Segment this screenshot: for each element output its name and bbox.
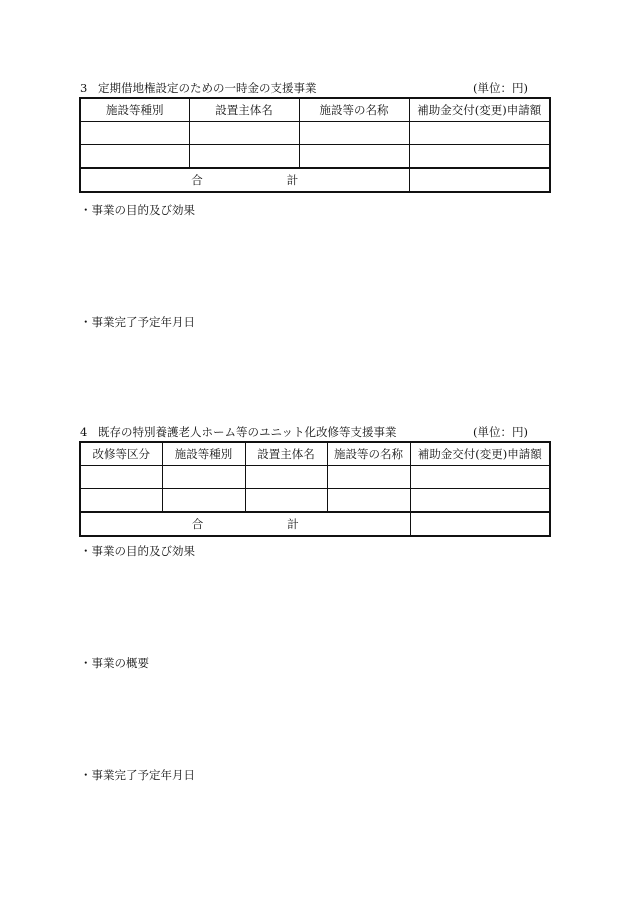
table-cell[interactable] (327, 466, 410, 489)
table-header-row (80, 442, 550, 466)
total-label-left: 合 (191, 173, 203, 187)
table-cell[interactable] (80, 466, 162, 489)
table-cell[interactable] (245, 489, 327, 513)
table-cell[interactable] (162, 466, 245, 489)
table-header-row (80, 98, 550, 122)
table-row (80, 145, 550, 169)
header-cell: 施設等の名称 (299, 98, 409, 122)
table-cell[interactable] (410, 466, 550, 489)
total-row (80, 168, 550, 192)
section-3-heading (80, 80, 528, 96)
section-4-completion-label: ・事業完了予定年月日 (80, 768, 195, 782)
section-4-overview-label: ・事業の概要 (80, 656, 149, 670)
header-cell: 施設等の名称 (327, 442, 410, 466)
table-cell[interactable] (409, 145, 550, 169)
table-cell[interactable] (80, 489, 162, 513)
table-cell[interactable] (189, 145, 299, 169)
section-3-purpose-label: ・事業の目的及び効果 (80, 203, 195, 217)
section-3-unit: (単位：円) (473, 81, 528, 95)
section-4-purpose-label: ・事業の目的及び効果 (80, 544, 195, 558)
table-cell[interactable] (80, 122, 189, 145)
header-cell: 施設等種別 (80, 98, 189, 122)
section-4-unit: (単位：円) (473, 425, 528, 439)
section-4-table (79, 441, 551, 537)
total-label-left: 合 (191, 517, 204, 531)
table-cell[interactable] (327, 489, 410, 513)
table-cell[interactable] (409, 122, 550, 145)
header-cell: 設置主体名 (245, 442, 327, 466)
total-row (80, 512, 550, 536)
header-cell: 設置主体名 (189, 98, 299, 122)
total-amount-cell[interactable] (409, 168, 550, 192)
table-cell[interactable] (410, 489, 550, 513)
section-3-table (79, 97, 551, 193)
table-row (80, 466, 550, 489)
section-3-completion-label: ・事業完了予定年月日 (80, 315, 195, 329)
table-cell[interactable] (299, 145, 409, 169)
header-cell: 施設等種別 (162, 442, 245, 466)
table-cell[interactable] (189, 122, 299, 145)
header-cell: 補助金交付(変更)申請額 (409, 98, 550, 122)
table-cell[interactable] (162, 489, 245, 513)
header-cell: 補助金交付(変更)申請額 (410, 442, 550, 466)
total-label-right: 計 (287, 517, 299, 531)
table-cell[interactable] (245, 466, 327, 489)
section-4-number: 4 (80, 425, 88, 439)
section-4-heading (80, 424, 528, 440)
total-label (80, 512, 410, 536)
section-4-title: 既存の特別養護老人ホーム等のユニット化改修等支援事業 (98, 425, 397, 439)
section-3-title: 定期借地権設定のための一時金の支援事業 (98, 81, 317, 95)
table-cell[interactable] (299, 122, 409, 145)
total-label-right: 計 (286, 173, 299, 187)
table-row (80, 489, 550, 513)
total-label (80, 168, 409, 192)
table-row (80, 122, 550, 145)
header-cell: 改修等区分 (80, 442, 162, 466)
table-cell[interactable] (80, 145, 189, 169)
total-amount-cell[interactable] (410, 512, 550, 536)
section-3-number: 3 (80, 81, 88, 95)
